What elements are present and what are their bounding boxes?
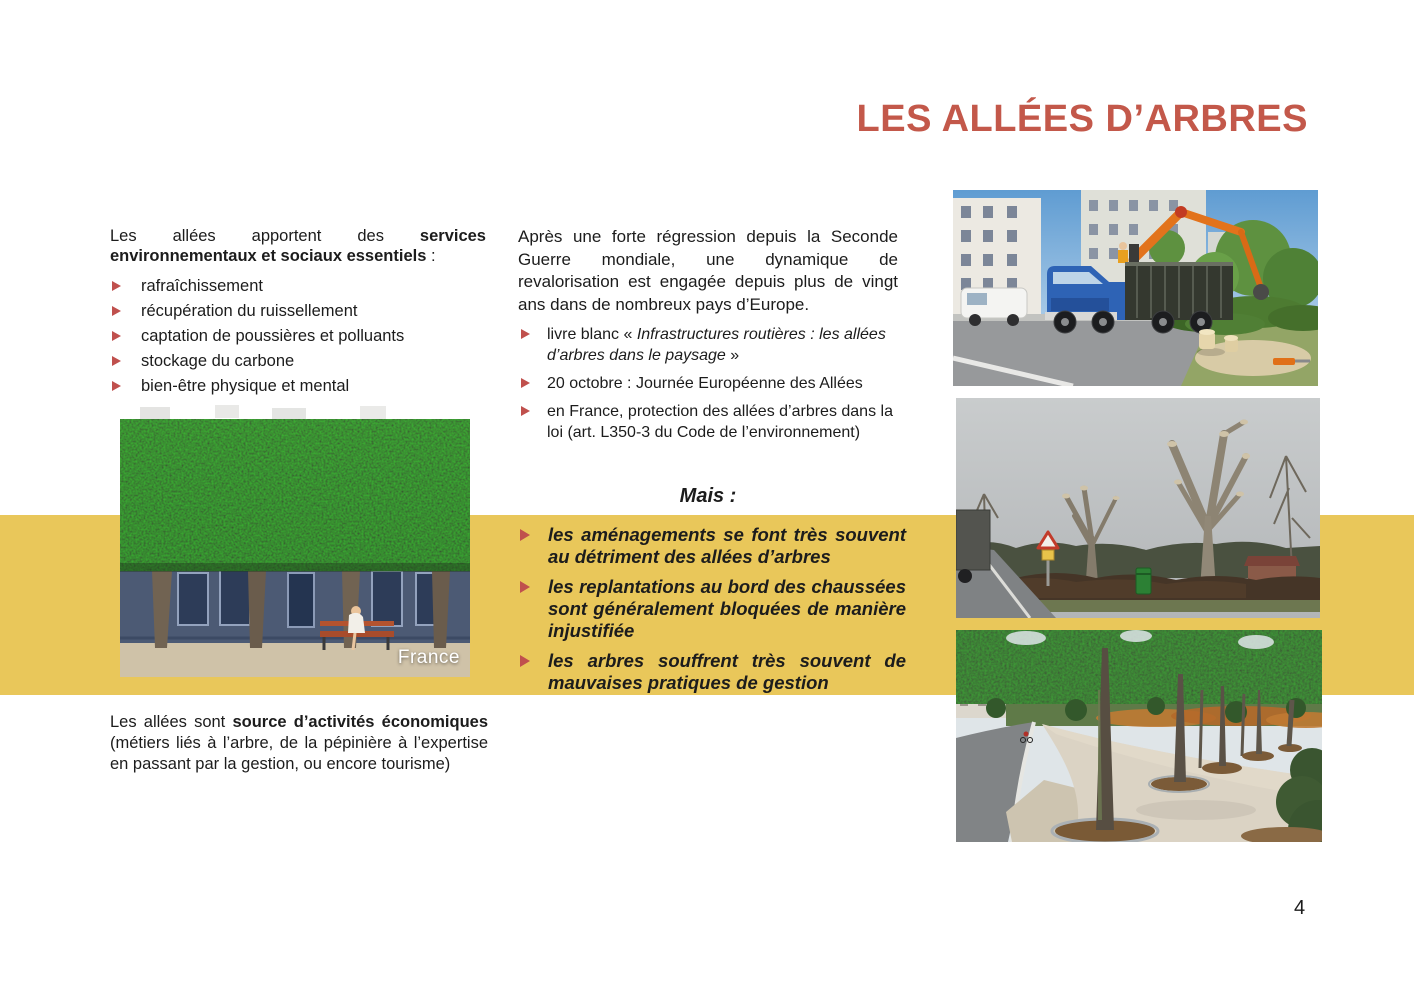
band-item-label: les aménagements se font très souvent au détriment des allées d’arbres xyxy=(548,524,906,567)
service-item-label: captation de poussières et polluants xyxy=(141,327,405,345)
bullet-triangle-icon xyxy=(112,356,121,366)
band-item xyxy=(518,576,906,642)
bullet-triangle-icon xyxy=(521,329,530,339)
hedge-illustration xyxy=(120,405,470,677)
bullet-triangle-icon xyxy=(112,281,121,291)
bullet-triangle-icon xyxy=(112,331,121,341)
list-item xyxy=(110,326,486,346)
european-day-item: 20 octobre : Journée Européenne des Allées xyxy=(547,375,863,392)
pollard-illustration xyxy=(956,398,1320,618)
bullet-triangle-icon xyxy=(112,306,121,316)
list-item xyxy=(110,376,486,396)
page-number: 4 xyxy=(1294,897,1306,919)
context-paragraph: Après une forte régression depuis la Seconde Guerre mondiale, une dynamique de revalorisation est engagée depuis plus de vingt ans dans de nombreux pays d’Europe. xyxy=(518,227,898,314)
photo-hedge-france xyxy=(120,405,470,677)
list-item xyxy=(518,373,898,394)
band-item-label: les arbres souffrent très souvent de mauvaises pratiques de gestion xyxy=(548,650,906,693)
services-intro-text: Les allées apportent des xyxy=(110,227,420,245)
economy-bold: source d’activités économiques xyxy=(232,713,489,731)
list-item xyxy=(518,401,898,443)
economy-prefix: Les allées sont xyxy=(110,713,233,731)
services-intro xyxy=(110,226,486,266)
list-item xyxy=(110,276,486,296)
band-list xyxy=(518,524,906,694)
economy-paragraph xyxy=(110,712,488,775)
photo-pollarded-trees xyxy=(956,398,1320,618)
service-item-label: bien-être physique et mental xyxy=(141,377,350,395)
band-item xyxy=(518,524,906,568)
bullet-triangle-icon xyxy=(520,581,530,593)
list-item xyxy=(110,301,486,321)
law-item: en France, protection des allées d’arbres dans la loi (art. L350-3 du Code de l’environnement) xyxy=(547,403,893,441)
service-item-label: stockage du carbone xyxy=(141,352,295,370)
mais-heading: Mais : xyxy=(679,485,737,507)
context-list xyxy=(518,324,898,443)
list-item xyxy=(518,324,898,366)
page-title: LES ALLÉES D’ARBRES xyxy=(856,98,1308,140)
services-list xyxy=(110,276,486,396)
bullet-triangle-icon xyxy=(520,529,530,541)
white-paper-prefix: livre blanc « xyxy=(547,326,637,343)
white-paper-item xyxy=(547,324,898,366)
bullet-triangle-icon xyxy=(112,381,121,391)
service-item-label: récupération du ruissellement xyxy=(141,302,358,320)
list-item xyxy=(110,351,486,371)
truck-illustration xyxy=(953,190,1318,386)
photo-caption-france: France xyxy=(397,647,460,668)
white-paper-title: Infrastructures routières : les allées d’arbres dans le paysage xyxy=(547,326,886,364)
photo-tree-felling-truck xyxy=(953,190,1318,386)
service-item-label: rafraîchissement xyxy=(141,277,263,295)
economy-suffix: (métiers liés à l’arbre, de la pépinière à l’expertise en passant par la gestion, ou encore tourisme) xyxy=(110,734,488,773)
bullet-triangle-icon xyxy=(520,655,530,667)
middle-column xyxy=(518,226,898,443)
services-intro-suffix: : xyxy=(426,247,436,265)
bullet-triangle-icon xyxy=(521,378,530,388)
band-item xyxy=(518,650,906,694)
alley-illustration xyxy=(956,630,1322,842)
services-intro-bold: services environnementaux et sociaux essentiels xyxy=(110,227,486,265)
bullet-triangle-icon xyxy=(521,406,530,416)
band-item-label: les replantations au bord des chaussées sont généralement bloquées de manière injustifiée xyxy=(548,576,906,641)
left-column xyxy=(110,226,486,396)
white-paper-suffix: » xyxy=(725,347,740,364)
photo-new-tree-alley xyxy=(956,630,1322,842)
